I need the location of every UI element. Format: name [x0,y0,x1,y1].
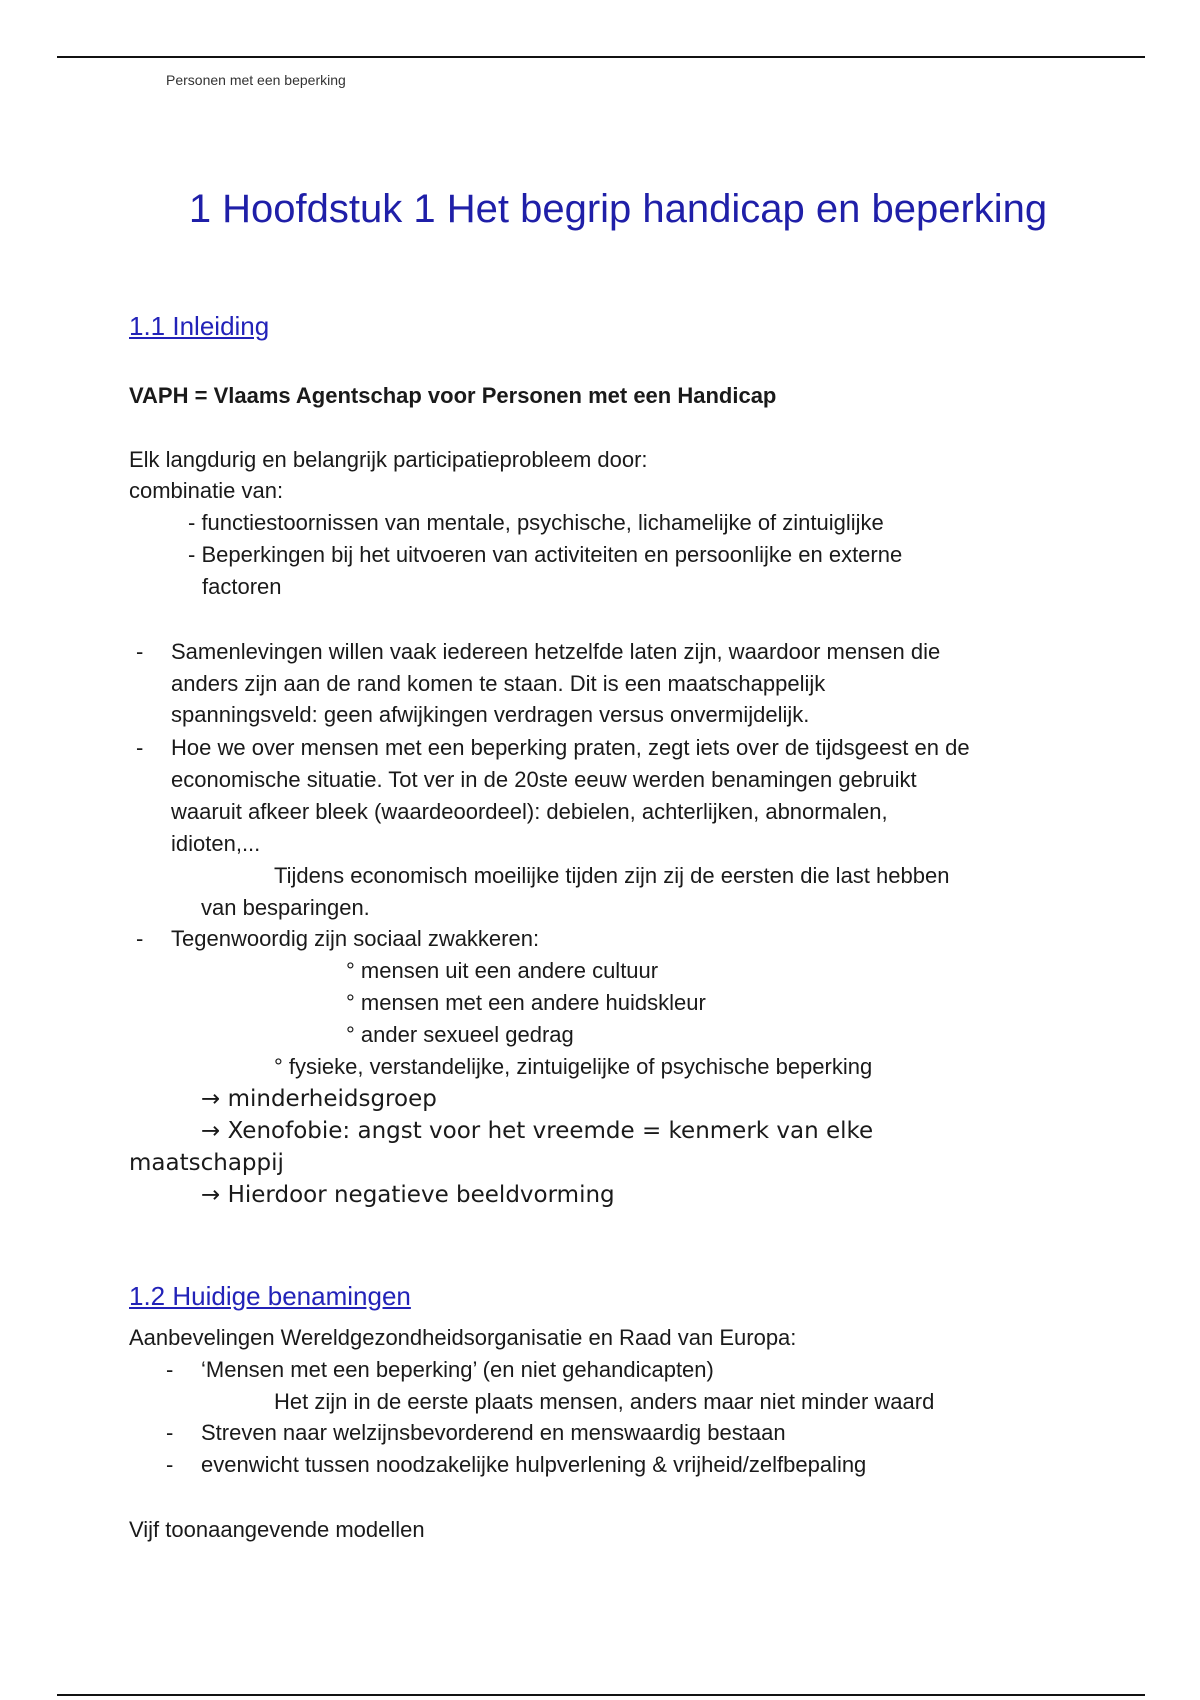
recommendation-1-detail: Het zijn in de eerste plaats mensen, anders maar niet minder waard [274,1389,935,1414]
arrow-xenophobia-cont: maatschappij [129,1150,284,1176]
bullet-2-line-2: economische situatie. Tot ver in de 20ste eeuw werden benamingen gebruikt [171,767,917,792]
bullet-1-line-3: spanningsveld: geen afwijkingen verdragen versus onvermijdelijk. [171,702,810,727]
section-heading-benamingen[interactable]: 1.2 Huidige benamingen [129,1281,411,1311]
intro-line-1: Elk langdurig en belangrijk participatieprobleem door: [129,447,648,472]
bullet-2-line-4: idioten,... [171,831,261,856]
bullet-dash: - [136,639,144,664]
bullet-2-line-5: Tijdens economisch moeilijke tijden zijn zij de eersten die last hebben [274,863,950,888]
closing-line: Vijf toonaangevende modellen [129,1517,425,1542]
group-item-disability: ° fysieke, verstandelijke, zintuigelijke of psychische beperking [274,1054,873,1079]
recommendation-2: Streven naar welzijnsbevorderend en menswaardig bestaan [201,1420,786,1445]
section-heading-inleiding[interactable]: 1.1 Inleiding [129,311,270,341]
bullet-1-line-1: Samenlevingen willen vaak iedereen hetzelfde laten zijn, waardoor mensen die [171,639,941,664]
bullet-2-line-1: Hoe we over mensen met een beperking praten, zegt iets over de tijdsgeest en de [171,735,970,760]
intro-line-2: combinatie van: [129,478,284,503]
arrow-minority: → minderheidsgroep [201,1086,437,1112]
sub-item-1: - functiestoornissen van mentale, psychische, lichamelijke of zintuiglijke [188,510,884,535]
group-item-skin: ° mensen met een andere huidskleur [346,990,706,1015]
bullet-dash: - [166,1452,174,1477]
group-item-culture: ° mensen uit een andere cultuur [346,958,659,983]
bullet-3-line-1: Tegenwoordig zijn sociaal zwakkeren: [171,926,540,951]
sub-item-2-cont: factoren [202,574,282,599]
bullet-dash: - [136,926,144,951]
bullet-2-line-3: waaruit afkeer bleek (waardeoordeel): debielen, achterlijken, abnormalen, [171,799,888,824]
header-rule [57,56,1145,58]
recommendation-1: ‘Mensen met een beperking’ (en niet gehandicapten) [201,1357,714,1382]
vaph-definition: VAPH = Vlaams Agentschap voor Personen met een Handicap [129,383,777,408]
bullet-dash: - [166,1420,174,1445]
footer-rule [57,1694,1145,1696]
chapter-title: 1 Hoofdstuk 1 Het begrip handicap en beperking [188,187,1048,231]
bullet-1-line-2: anders zijn aan de rand komen te staan. Dit is een maatschappelijk [171,671,826,696]
arrow-xenophobia: → Xenofobie: angst voor het vreemde = kenmerk van elke [201,1118,874,1144]
sub-item-2: - Beperkingen bij het uitvoeren van activiteiten en persoonlijke en externe [188,542,903,567]
bullet-2-line-6: van besparingen. [201,895,370,920]
bullet-dash: - [136,735,144,760]
recommendation-3: evenwicht tussen noodzakelijke hulpverlening & vrijheid/zelfbepaling [201,1452,867,1477]
running-header: Personen met een beperking [166,72,346,88]
bullet-dash: - [166,1357,174,1382]
recommendations-intro: Aanbevelingen Wereldgezondheidsorganisatie en Raad van Europa: [129,1325,797,1350]
arrow-negative-image: → Hierdoor negatieve beeldvorming [201,1182,615,1208]
group-item-sexual: ° ander sexueel gedrag [346,1022,574,1047]
